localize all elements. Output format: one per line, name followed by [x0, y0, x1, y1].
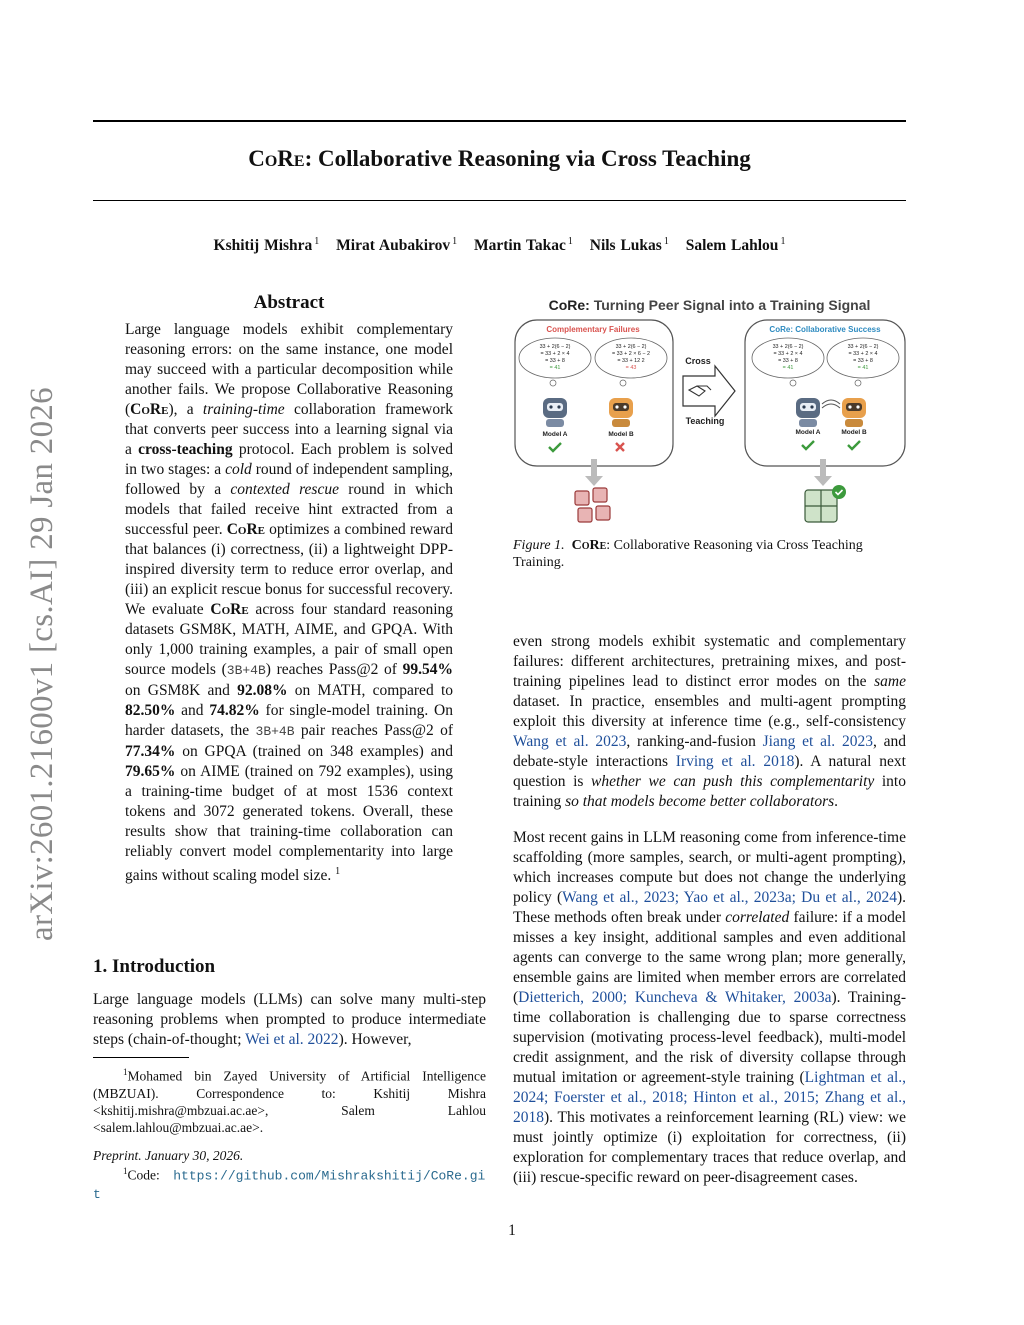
bubble-line: = 33 + 8	[778, 358, 798, 364]
footnote-mark[interactable]: 1	[335, 866, 341, 877]
section-heading-introduction: 1. Introduction	[93, 956, 216, 977]
bubble-line: = 33 + 12 2	[617, 358, 645, 364]
bubble-line: 33 + 2(6 − 2)	[847, 344, 879, 350]
robot-model-b-icon	[609, 398, 633, 427]
author-list	[93, 236, 906, 255]
broken-puzzle-icon	[575, 488, 610, 522]
footnote-affiliation: $^1$Mohamed bin Zayed University of Artificial Intelligence (MBZUAI). Correspondence to: Kshitij Mishra <kshitij.mishra@mbzuai.ac.ae>, Salem Lahlou <salem.lahlou@mbzuai.ac.ae>.	[93, 1067, 486, 1135]
bubble-line: = 33 + 2 × 4	[848, 351, 878, 357]
model-b-label: Model B	[841, 429, 867, 436]
title-core: CoRe	[248, 146, 305, 171]
citation-link[interactable]: Dietterich, 2000; Kuncheva & Whitaker, 2003a	[518, 989, 832, 1006]
bubble-line: 33 + 2(6 − 2)	[772, 344, 804, 350]
introduction-body: Large language models (LLMs) can solve many multi-step reasoning problems when prompted to produce intermediate steps (chain-of-thought; Wei et al. 2022). However,	[93, 991, 486, 1048]
citation-link[interactable]: Wang et al. 2023	[513, 733, 627, 750]
citation-link[interactable]: Wei et al. 2022	[245, 1031, 339, 1048]
author: Nils Lukas $^1$	[589, 236, 669, 255]
code-url-link[interactable]: https://github.com/Mishrakshitij/CoRe.git	[93, 1168, 486, 1202]
title-rule-bottom	[93, 200, 906, 201]
bubble-line: = 43	[625, 365, 637, 371]
bubble-line: = 33 + 2 × 4	[773, 351, 803, 357]
robot-model-b-icon	[842, 398, 866, 427]
author: Martin Takac $^1$	[474, 236, 573, 255]
right-column-body	[513, 632, 906, 1204]
author: Kshitij Mishra $^1$	[213, 236, 320, 255]
bubble-line: = 41	[857, 365, 869, 371]
paragraph: Most recent gains in LLM reasoning come from inference-time scaffolding (more samples, search, or multi-agent prompting), which increases compute but does not change the underlying policy (Wang et al., 2023; Yao et al., 2023a; Du et al., 2024). These methods often break under correlated failure: if a model misses a key insight, additional samples and even additional agents can converge to the same wrong plan; more generally, ensemble gains are limited when member errors are correlated (Dietterich, 2000; Kuncheva & Whitaker, 2003a). Training-time collaboration is challenging due to sparse correctness supervision (motivating process-level feedback), multi-model credit assignment, and the risk of diversity collapse through mutual imitation or agreement-style training (Lightman et al., 2024; Foerster et al., 2018; Hinton et al., 2015; Zhang et al., 2018). This motivates a reinforcement learning (RL) view: we must jointly optimize (i) exploitation for correctness, (ii) exploration for complementary traces that reduce overlap, and (iii) rescue-specific reward on peer-disagreement cases.	[513, 829, 907, 1186]
citation-link[interactable]: Lightman et al., 2024; Foerster et al., 2018; Hinton et al., 2015; Zhang et al., 2018	[513, 1069, 907, 1126]
abstract-body: Large language models exhibit complementary reasoning errors: on the same instance, one model may succeed with a particular decomposition while another fails. We propose Collaborative Reasoning (CoRe), a training-time collaboration framework that converts peer success into a learning signal via a cross-teaching protocol. Each problem is solved in two stages: a cold round of independent sampling, followed by a contexted rescue round in which models that failed receive hint extracted from a successful peer. CoRe optimizes a combined reward that balances (i) correctness, (ii) a lightweight DPP-inspired diversity term to reduce error overlap, and (iii) an explicit rescue bonus for successful recovery. We evaluate CoRe across four standard reasoning datasets GSM8K, MATH, AIME, and GPQA. With only 1,000 training examples, a pair of small open source models (3B+4B) reaches Pass@2 of 99.54% on GSM8K and 92.08% on MATH, compared to 82.50% and 74.82% for single-model training. On harder datasets, the 3B+4B pair reaches Pass@2 of 77.34% on GPQA (trained on 348 examples) and 79.65% on AIME (trained on 792 examples), using a training-time budget of at most 1536 context tokens and 3072 generated tokens. Overall, these results show that training-time collaboration can reliably convert model complementarity into large gains without scaling model size. $^1$	[125, 321, 454, 885]
abstract-heading: Abstract	[253, 292, 325, 313]
preprint-note: Preprint. January 30, 2026.	[93, 1148, 244, 1163]
citation-link[interactable]: Wang et al., 2023; Yao et al., 2023a; Du et al., 2024	[562, 889, 897, 906]
citation-link[interactable]: Jiang et al. 2023	[762, 733, 873, 750]
figure-caption: Figure 1. CoRe: Collaborative Reasoning via Cross Teaching Training.	[513, 538, 863, 570]
arrow-label-teaching: Teaching	[685, 416, 725, 426]
check-badge-icon	[832, 485, 846, 499]
left-panel-label: Complementary Failures	[546, 325, 640, 334]
figure-1-illustration	[513, 316, 906, 528]
page-number: 1	[508, 1222, 516, 1239]
bubble-line: = 33 + 2 × 4	[540, 351, 570, 357]
bubble-line: 33 + 2(6 − 2)	[539, 344, 571, 350]
robot-model-a-icon	[543, 398, 567, 427]
author: Mirat Aubakirov $^1$	[336, 236, 458, 255]
model-b-label: Model B	[608, 431, 634, 438]
figure-title: CoRe: Turning Peer Signal into a Training Signal	[548, 297, 871, 313]
paragraph: even strong models exhibit systematic and complementary failures: different architectures, pretraining mixes, and post-training pipelines lead to distinct error modes on the same dataset. In practice, ensembles and multi-agent prompting exploit this diversity at inference time (e.g., self-consistency Wang et al. 2023, ranking-and-fusion Jiang et al. 2023, and debate-style interactions Irving et al. 2018). A natural next question is whether we can push this complementarity into training so that models become better collaborators.	[513, 633, 906, 810]
solved-puzzle-icon	[805, 490, 837, 522]
bubble-line: 33 + 2(6 − 2)	[615, 344, 647, 350]
title-rule-top	[93, 120, 906, 122]
bubble-line: = 41	[549, 365, 561, 371]
bubble-line: = 33 + 8	[853, 358, 873, 364]
right-panel-label: CoRe: Collaborative Success	[769, 325, 881, 334]
footnote-code: $^1$Code: https://github.com/Mishrakshitij/CoRe.git	[93, 1166, 486, 1202]
bubble-line: = 33 + 8	[545, 358, 565, 364]
title-rest: : Collaborative Reasoning via Cross Teaching	[304, 146, 751, 171]
arrow-label-cross: Cross	[685, 356, 711, 366]
citation-link[interactable]: Irving et al. 2018	[675, 753, 795, 770]
model-a-label: Model A	[795, 429, 821, 436]
arxiv-stamp: arXiv:2601.21600v1 [cs.AI] 29 Jan 2026	[24, 387, 60, 941]
robot-model-a-icon	[796, 398, 820, 427]
bubble-line: = 33 + 2 × 6 − 2	[611, 351, 651, 357]
footnote-rule	[93, 1057, 189, 1058]
author: Salem Lahlou $^1$	[685, 236, 786, 255]
paper-title	[93, 146, 906, 172]
model-a-label: Model A	[542, 431, 568, 438]
bubble-line: = 41	[782, 365, 794, 371]
